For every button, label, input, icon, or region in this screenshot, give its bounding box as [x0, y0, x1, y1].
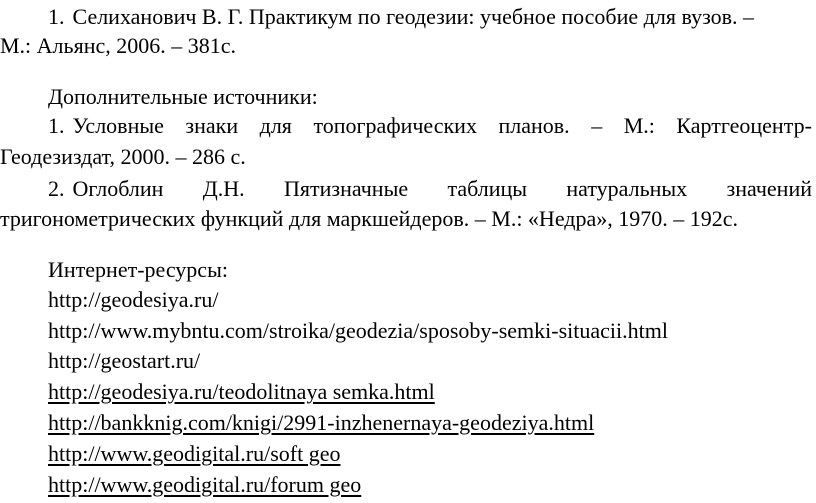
word: –: [591, 113, 603, 138]
link-bankknig[interactable]: http://bankknig.com/knigi/2991-inzhenernaya-geodeziya.html: [48, 410, 595, 435]
additional-item-1-line-1: [48, 113, 812, 139]
word: Картгеоцентр-: [676, 113, 812, 138]
link-geostart[interactable]: http://geostart.ru/: [48, 348, 201, 373]
additional-item-1-line-2: Геодезиздат, 2000. – 286 с.: [0, 144, 246, 169]
link-geodigital-soft[interactable]: http://www.geodigital.ru/soft geo: [48, 441, 341, 466]
main-source-1-number: 1.: [48, 4, 65, 29]
word: М.:: [623, 113, 655, 138]
word: Пятизначные: [283, 176, 409, 201]
internet-link-2: [48, 318, 812, 344]
internet-link-6: [48, 441, 812, 467]
word: Условные: [72, 113, 164, 138]
word: натуральных: [566, 176, 688, 201]
word: Д.Н.: [202, 176, 245, 201]
word: Оглоблин: [72, 176, 164, 201]
additional-item-2-number: 2.: [48, 176, 65, 201]
main-source-1-text: Селиханович В. Г. Практикум по геодезии: учебное пособие для вузов. –: [72, 4, 755, 29]
internet-link-1: [48, 287, 812, 313]
additional-item-1-number-word: [48, 113, 164, 139]
link-mybntu[interactable]: http://www.mybntu.com/stroika/geodezia/sposoby-semki-situacii.html: [48, 318, 668, 343]
word: для: [259, 113, 292, 138]
additional-item-2-number-word: [48, 176, 163, 202]
word: топографических: [313, 113, 477, 138]
main-source-1-line-1: [48, 4, 812, 30]
internet-link-5: [48, 410, 812, 436]
internet-link-7: [48, 472, 812, 498]
word: планов.: [498, 113, 570, 138]
link-geodesiya[interactable]: http://geodesiya.ru/: [48, 287, 219, 312]
internet-resources-heading: Интернет-ресурсы:: [48, 257, 228, 282]
additional-item-2-line-1: [48, 176, 812, 202]
word: значений: [726, 176, 812, 201]
link-geodesiya-teodolitnaya[interactable]: http://geodesiya.ru/teodolitnaya semka.html: [48, 379, 435, 404]
link-geodigital-forum[interactable]: http://www.geodigital.ru/forum geo: [48, 472, 362, 497]
additional-sources-heading: Дополнительные источники:: [48, 84, 318, 109]
main-source-1-line-2: М.: Альянс, 2006. – 381с.: [0, 33, 236, 58]
word: знаки: [185, 113, 239, 138]
internet-link-4: [48, 379, 812, 405]
word: таблицы: [447, 176, 528, 201]
additional-item-2-line-2: тригонометрических функций для маркшейдеров. – М.: «Недра», 1970. – 192с.: [0, 206, 739, 231]
additional-item-1-number: 1.: [48, 113, 65, 138]
internet-link-3: [48, 348, 812, 374]
